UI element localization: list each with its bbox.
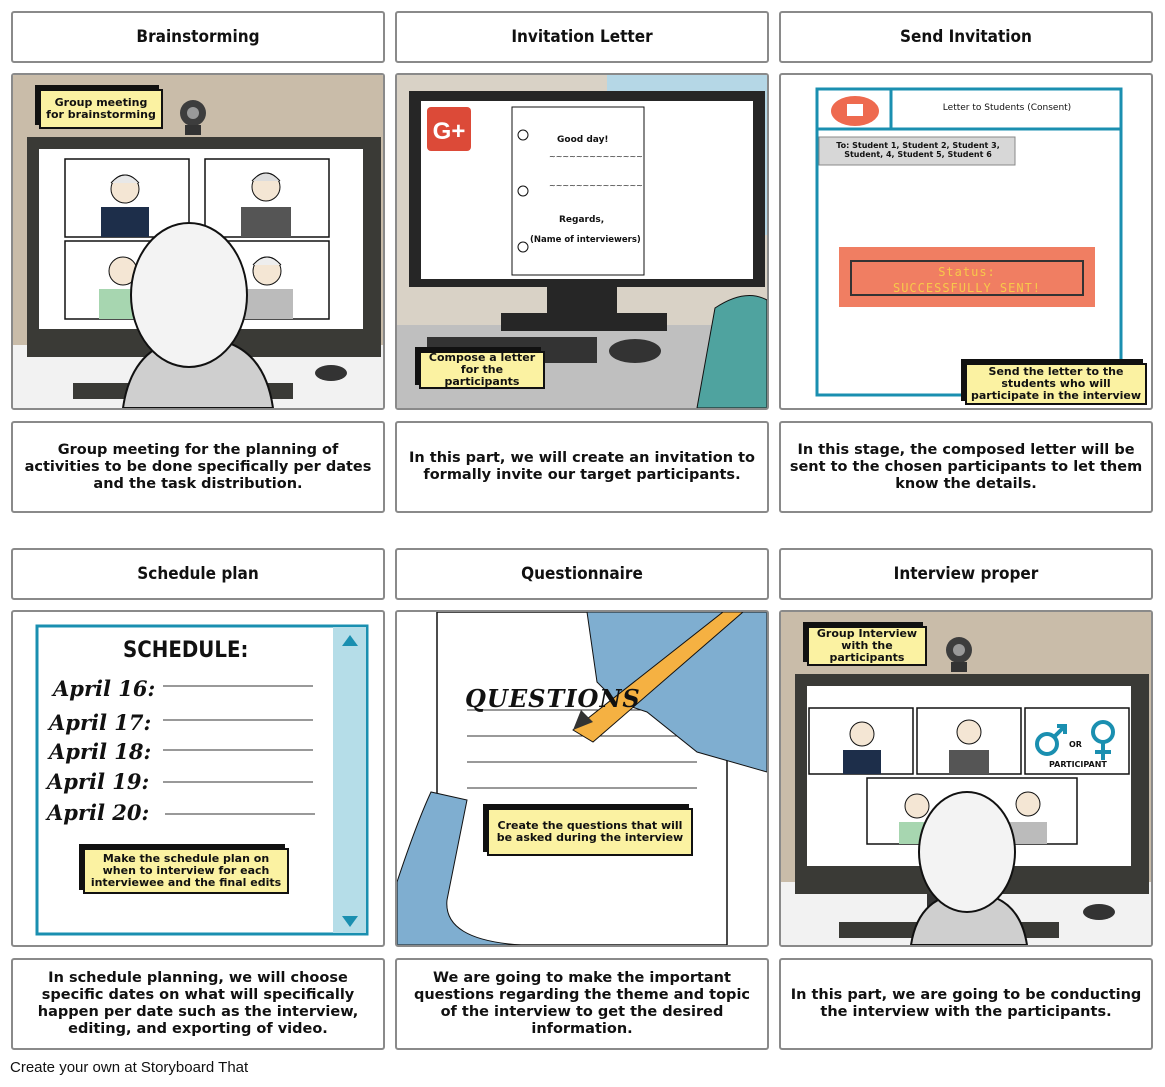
letter-signature: (Name of interviewers) bbox=[530, 235, 641, 245]
google-plus-icon bbox=[427, 107, 471, 151]
panel-5-description: We are going to make the important questions regarding the theme and topic of the interview to get the desired information. bbox=[395, 958, 769, 1050]
or-label: OR bbox=[1069, 740, 1082, 749]
mail-cloud-icon bbox=[831, 96, 879, 126]
panel-1-scene bbox=[11, 73, 385, 410]
panel-3-title: Send Invitation bbox=[779, 11, 1153, 63]
panel-4-description: In schedule planning, we will choose specific dates on what will specifically happen per date such as the interview, editing, and exporting of video. bbox=[11, 958, 385, 1050]
schedule-date-1: April 16: bbox=[53, 676, 156, 701]
letter-line-1: ~~~~~~~~~~~~~~ bbox=[549, 152, 643, 161]
letter-closing: Regards, bbox=[559, 215, 605, 225]
participant-label: PARTICIPANT bbox=[1049, 760, 1107, 769]
schedule-date-5: April 20: bbox=[47, 800, 150, 825]
status-label: Status: bbox=[938, 265, 996, 279]
panel-2-caption: Compose a letter for the participants bbox=[419, 351, 545, 389]
schedule-heading: SCHEDULE: bbox=[123, 638, 249, 663]
panel-6-scene bbox=[779, 610, 1153, 947]
panel-3-caption: Send the letter to the students who will participate in the interview bbox=[965, 363, 1147, 405]
panel-5-caption: Create the questions that will be asked during the interview bbox=[487, 808, 693, 856]
schedule-date-2: April 17: bbox=[49, 710, 152, 735]
panel-2-title: Invitation Letter bbox=[395, 11, 769, 63]
panel-1-caption: Group meeting for brainstorming bbox=[39, 89, 163, 129]
panel-5-scene bbox=[395, 610, 769, 947]
questions-heading: QUESTIONS bbox=[465, 684, 641, 713]
panel-2-description: In this part, we will create an invitation to formally invite our target participants. bbox=[395, 421, 769, 513]
panel-1-description: Group meeting for the planning of activities to be done specifically per dates and the task distribution. bbox=[11, 421, 385, 513]
writing-hand-illustration bbox=[397, 612, 767, 945]
email-recipients: To: Student 1, Student 2, Student 3, Student, 4, Student 5, Student 6 bbox=[836, 141, 1000, 159]
svg-text:G+: G+ bbox=[432, 118, 466, 145]
panel-3-scene bbox=[779, 73, 1153, 410]
panel-6-caption: Group Interview with the participants bbox=[807, 626, 927, 666]
email-window-illustration bbox=[781, 75, 1151, 408]
schedule-date-3: April 18: bbox=[49, 739, 152, 764]
panel-1-title: Brainstorming bbox=[11, 11, 385, 63]
status-value: SUCCESSFULLY SENT! bbox=[892, 281, 1042, 295]
letter-greeting: Good day! bbox=[557, 135, 609, 145]
panel-4-scene bbox=[11, 610, 385, 947]
panel-3-description: In this stage, the composed letter will be sent to the chosen participants to let them know the details. bbox=[779, 421, 1153, 513]
schedule-date-4: April 19: bbox=[47, 769, 150, 794]
panel-4-caption: Make the schedule plan on when to interview for each interviewee and the final edits bbox=[83, 848, 289, 894]
panel-2-scene bbox=[395, 73, 769, 410]
panel-6-description: In this part, we are going to be conducting the interview with the participants. bbox=[779, 958, 1153, 1050]
letter-line-2: ~~~~~~~~~~~~~~ bbox=[549, 181, 643, 190]
footer-credit-link[interactable]: Create your own at Storyboard That bbox=[10, 1059, 249, 1076]
panel-4-title: Schedule plan bbox=[11, 548, 385, 600]
email-subject: Letter to Students (Consent) bbox=[942, 103, 1072, 113]
panel-5-title: Questionnaire bbox=[395, 548, 769, 600]
panel-6-title: Interview proper bbox=[779, 548, 1153, 600]
